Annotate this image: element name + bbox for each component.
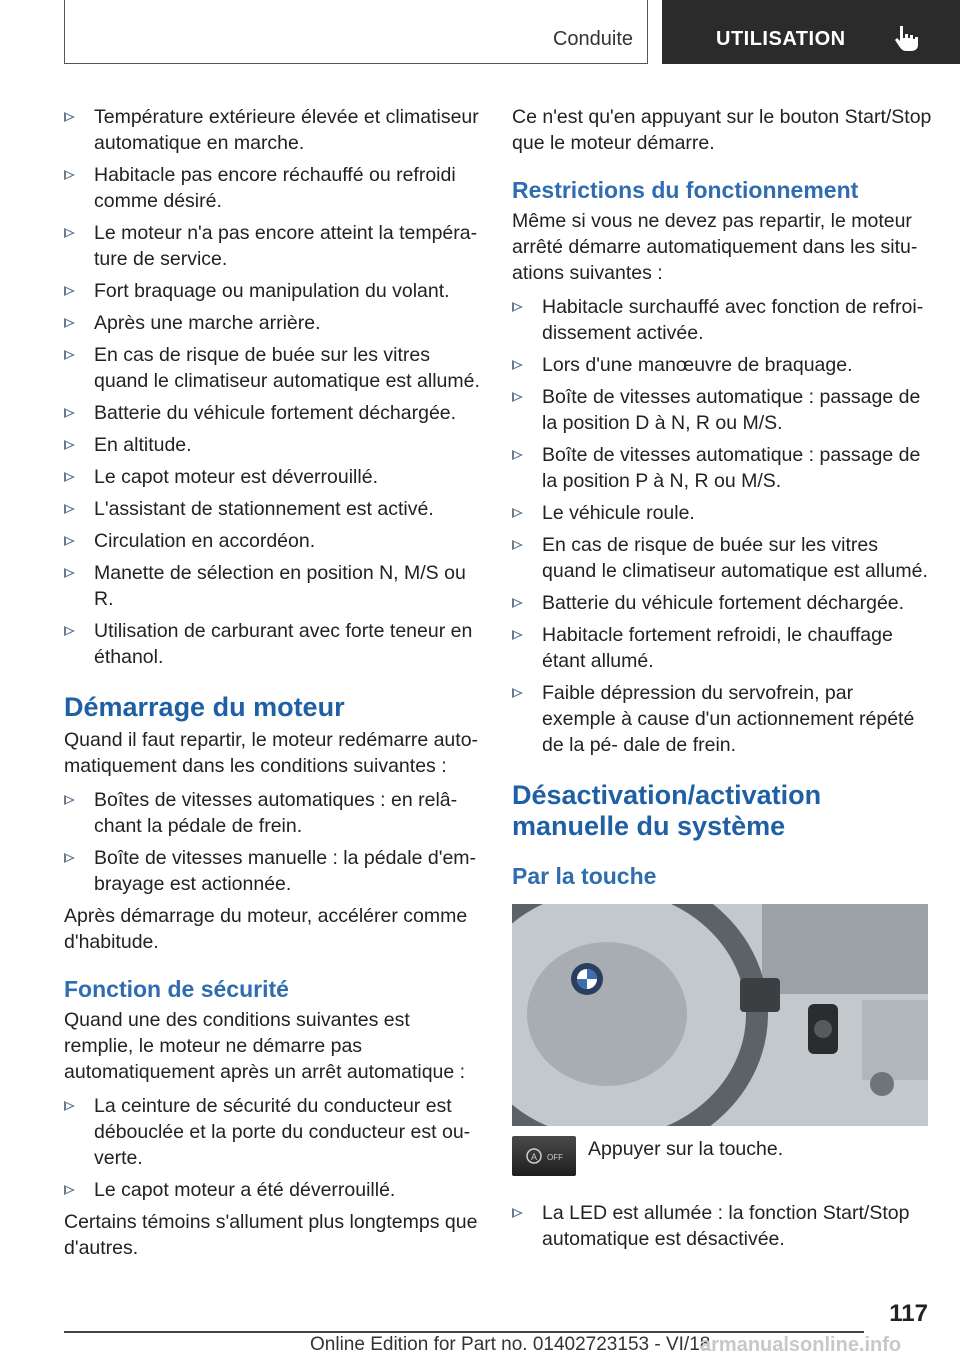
triangle-bullet-icon: [64, 568, 75, 578]
left-column: [64, 104, 482, 1269]
triangle-bullet-icon: [64, 228, 75, 238]
triangle-bullet-icon: [64, 170, 75, 180]
list-item: Utilisation de carburant avec forte teneur en éthanol.: [64, 618, 482, 670]
right-column: [512, 104, 932, 1258]
restrictions-intro: Même si vous ne devez pas repartir, le moteur arrêté démarre automatiquement dans les situ‐ ations suivantes :: [512, 210, 918, 284]
list-item: Le capot moteur a été déverrouillé.: [64, 1177, 482, 1203]
demarrage-list: [64, 787, 482, 897]
header-section-title: Conduite: [552, 28, 633, 50]
list-item: L'assistant de stationnement est activé.: [64, 496, 482, 522]
triangle-bullet-icon: [64, 472, 75, 482]
list-item: Faible dépression du servofrein, par exemple à cause d'un actionnement répété de la pé‐ dale de frein.: [512, 680, 932, 758]
section-title-desactivation: Désactivation/activation manuelle du système: [512, 780, 822, 841]
demarrage-after: Après démarrage du moteur, accélérer comme d'habitude.: [64, 905, 468, 953]
triangle-bullet-icon: [512, 450, 523, 460]
section-title-restrictions: Restrictions du fonctionnement: [512, 177, 859, 203]
triangle-bullet-icon: [64, 1185, 75, 1195]
triangle-bullet-icon: [64, 853, 75, 863]
triangle-bullet-icon: [512, 630, 523, 640]
svg-text:A: A: [530, 1152, 538, 1162]
list-item: La ceinture de sécurité du conducteur est débouclée et la porte du conducteur est ou‐ verte.: [64, 1093, 482, 1171]
list-item: Boîte de vitesses automatique : passage de la position P à N, R ou M/S.: [512, 442, 932, 494]
list-item: Batterie du véhicule fortement déchargée.: [64, 400, 482, 426]
triangle-bullet-icon: [64, 795, 75, 805]
list-item: Boîtes de vitesses automatiques : en relâ‐ chant la pédale de frein.: [64, 787, 482, 839]
securite-list: [64, 1093, 482, 1203]
list-item: Le moteur n'a pas encore atteint la tempéra‐ ture de service.: [64, 220, 482, 272]
triangle-bullet-icon: [512, 688, 523, 698]
demarrage-intro: Quand il faut repartir, le moteur redémarre auto‐ matiquement dans les conditions suivantes :: [64, 729, 479, 777]
list-item: Boîte de vitesses automatique : passage de la position D à N, R ou M/S.: [512, 384, 932, 436]
list-item: Habitacle surchauffé avec fonction de refroi‐ dissement activée.: [512, 294, 932, 346]
triangle-bullet-icon: [64, 350, 75, 360]
off-button-row: [512, 1136, 932, 1192]
triangle-bullet-icon: [64, 408, 75, 418]
list-item: Lors d'une manœuvre de braquage.: [512, 352, 932, 378]
triangle-bullet-icon: [64, 286, 75, 296]
page-number: 117: [889, 1300, 928, 1327]
section-title-securite: Fonction de sécurité: [64, 976, 289, 1002]
conditions-list: [64, 104, 482, 670]
triangle-bullet-icon: [64, 626, 75, 636]
pointing-hand-icon: [894, 24, 920, 52]
list-item: En cas de risque de buée sur les vitres quand le climatiseur automatique est allumé.: [512, 532, 932, 584]
triangle-bullet-icon: [64, 504, 75, 514]
off-label: OFF: [547, 1153, 563, 1162]
footer-rule: [64, 1331, 864, 1333]
list-item: Le véhicule roule.: [512, 500, 932, 526]
footer-edition: Online Edition for Part no. 01402723153 - VI/18: [310, 1334, 711, 1355]
triangle-bullet-icon: [64, 112, 75, 122]
list-item: Température extérieure élevée et climatiseur automatique en marche.: [64, 104, 482, 156]
triangle-bullet-icon: [512, 360, 523, 370]
list-item: Batterie du véhicule fortement déchargée.: [512, 590, 932, 616]
steering-wheel-photo: [512, 904, 928, 1126]
list-item: En altitude.: [64, 432, 482, 458]
list-item: Circulation en accordéon.: [64, 528, 482, 554]
list-item: La LED est allumée : la fonction Start/Stop automatique est désactivée.: [512, 1200, 932, 1252]
securite-intro: Quand une des conditions suivantes est remplie, le moteur ne démarre pas automatiquement après un arrêt automatique :: [64, 1009, 466, 1083]
list-item: Boîte de vitesses manuelle : la pédale d'em‐ brayage est actionnée.: [64, 845, 482, 897]
list-item: Manette de sélection en position N, M/S ou R.: [64, 560, 482, 612]
subsection-title-touche: Par la touche: [512, 863, 657, 889]
auto-start-stop-off-button[interactable]: [512, 1136, 576, 1176]
header-chapter-title: UTILISATION: [716, 28, 846, 50]
header-chapter-box: [662, 0, 960, 64]
list-item: Fort braquage ou manipulation du volant.: [64, 278, 482, 304]
securite-after: Certains témoins s'allument plus longtemps que d'autres.: [64, 1211, 478, 1259]
triangle-bullet-icon: [512, 302, 523, 312]
triangle-bullet-icon: [64, 1101, 75, 1111]
triangle-bullet-icon: [64, 318, 75, 328]
triangle-bullet-icon: [512, 392, 523, 402]
auto-start-stop-icon: [512, 1136, 576, 1176]
steering-wheel-illustration: [512, 904, 928, 1126]
start-stop-para: Ce n'est qu'en appuyant sur le bouton Start/Stop que le moteur démarre.: [512, 106, 932, 154]
triangle-bullet-icon: [512, 598, 523, 608]
triangle-bullet-icon: [512, 1208, 523, 1218]
led-list: [512, 1200, 932, 1252]
triangle-bullet-icon: [64, 440, 75, 450]
list-item: Après une marche arrière.: [64, 310, 482, 336]
list-item: En cas de risque de buée sur les vitres quand le climatiseur automatique est allumé.: [64, 342, 482, 394]
list-item: Le capot moteur est déverrouillé.: [64, 464, 482, 490]
restrictions-list: [512, 294, 932, 758]
triangle-bullet-icon: [512, 508, 523, 518]
triangle-bullet-icon: [512, 540, 523, 550]
list-item: Habitacle pas encore réchauffé ou refroidi comme désiré.: [64, 162, 482, 214]
press-button-text: Appuyer sur la touche.: [588, 1138, 784, 1160]
footer-watermark: armanualsonline.info: [700, 1334, 902, 1356]
triangle-bullet-icon: [64, 536, 75, 546]
header-section-box: [64, 0, 648, 64]
section-title-demarrage: Démarrage du moteur: [64, 692, 345, 722]
list-item: Habitacle fortement refroidi, le chauffage étant allumé.: [512, 622, 932, 674]
